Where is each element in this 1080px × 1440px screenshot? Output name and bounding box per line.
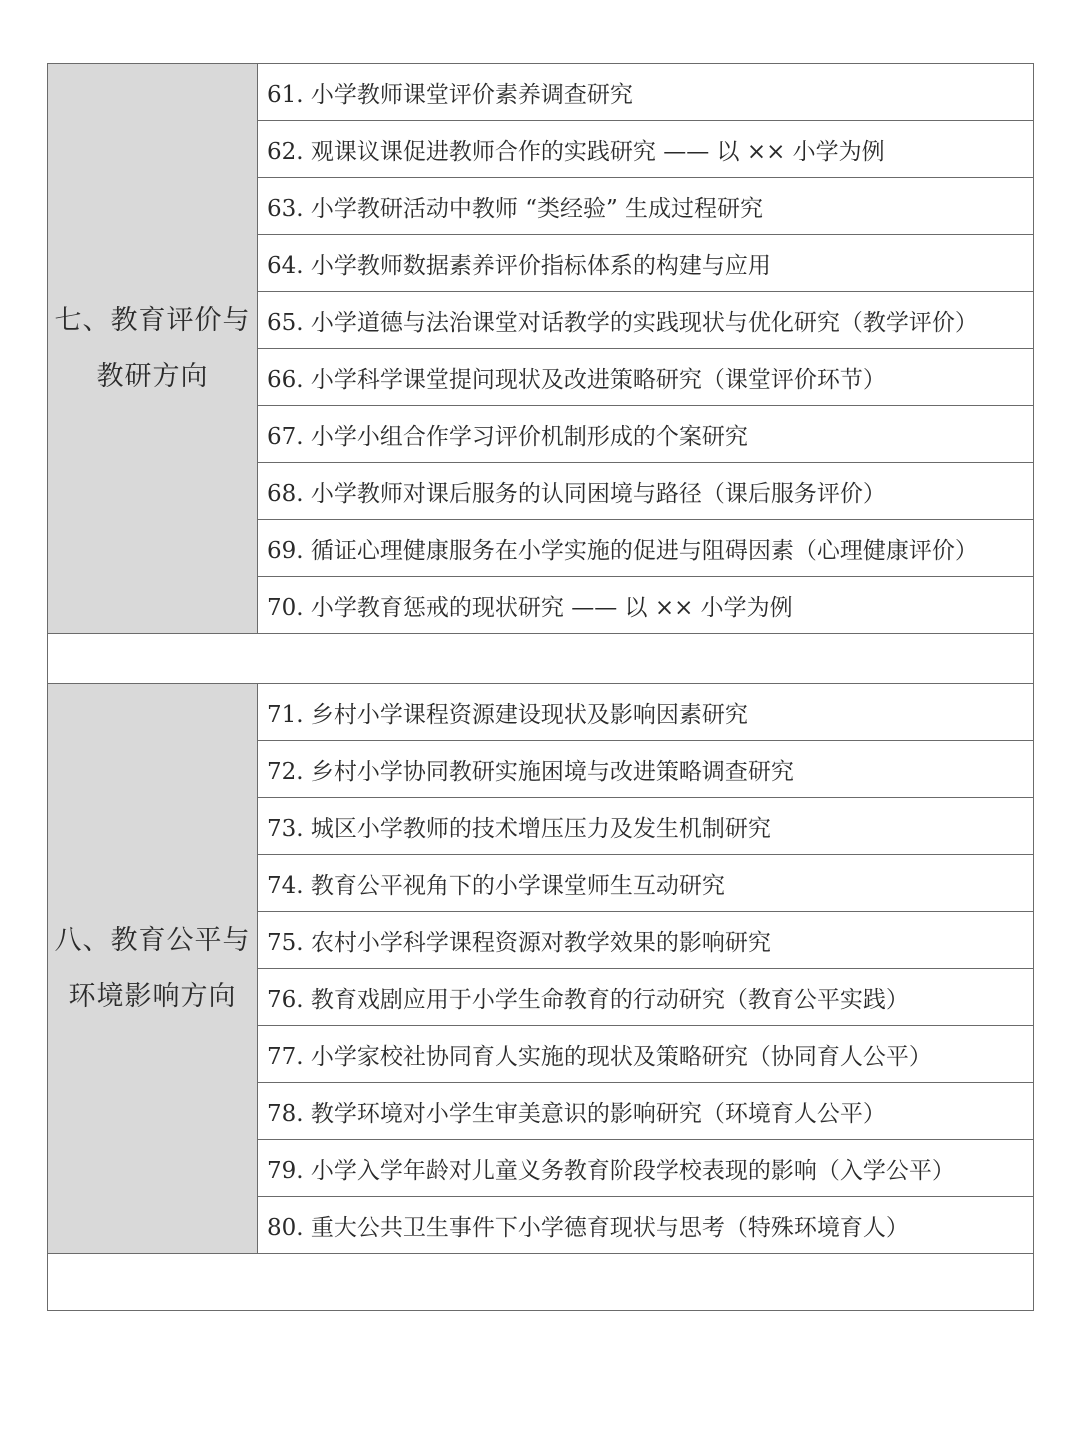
- topic-item: 64. 小学教师数据素养评价指标体系的构建与应用: [258, 235, 1034, 292]
- topic-item: 65. 小学道德与法治课堂对话教学的实践现状与优化研究（教学评价）: [258, 292, 1034, 349]
- topic-item: 69. 循证心理健康服务在小学实施的促进与阻碍因素（心理健康评价）: [258, 520, 1034, 577]
- topic-item: 73. 城区小学教师的技术增压压力及发生机制研究: [258, 798, 1034, 855]
- blank-row: [48, 634, 1034, 684]
- category-title-line2: 教研方向: [96, 360, 209, 392]
- topic-item: 72. 乡村小学协同教研实施困境与改进策略调查研究: [258, 741, 1034, 798]
- topic-item: 74. 教育公平视角下的小学课堂师生互动研究: [258, 855, 1034, 912]
- table-row: [48, 64, 1034, 121]
- topic-item: 75. 农村小学科学课程资源对教学效果的影响研究: [258, 912, 1034, 969]
- topic-item: 77. 小学家校社协同育人实施的现状及策略研究（协同育人公平）: [258, 1026, 1034, 1083]
- topic-item: 70. 小学教育惩戒的现状研究 —— 以 ×× 小学为例: [258, 577, 1034, 634]
- topic-item: 68. 小学教师对课后服务的认同困境与路径（课后服务评价）: [258, 463, 1034, 520]
- topic-item: 63. 小学教研活动中教师 “类经验” 生成过程研究: [258, 178, 1034, 235]
- category-title-line1: 七、教育评价与: [54, 304, 251, 336]
- topic-item: 66. 小学科学课堂提问现状及改进策略研究（课堂评价环节）: [258, 349, 1034, 406]
- blank-row: [48, 1254, 1034, 1311]
- category-title-line2: 环境影响方向: [68, 980, 237, 1012]
- topic-item: 67. 小学小组合作学习评价机制形成的个案研究: [258, 406, 1034, 463]
- topic-item: 79. 小学入学年龄对儿童义务教育阶段学校表现的影响（入学公平）: [258, 1140, 1034, 1197]
- category-title-line1: 八、教育公平与: [54, 924, 251, 956]
- category-cell-evaluation: [48, 64, 258, 634]
- blank-cell: [48, 634, 1034, 684]
- blank-cell: [48, 1254, 1034, 1311]
- topic-item: 62. 观课议课促进教师合作的实践研究 —— 以 ×× 小学为例: [258, 121, 1034, 178]
- table-row: [48, 684, 1034, 741]
- topic-item: 71. 乡村小学课程资源建设现状及影响因素研究: [258, 684, 1034, 741]
- category-cell-equity: [48, 684, 258, 1254]
- topic-item: 61. 小学教师课堂评价素养调查研究: [258, 64, 1034, 121]
- topic-item: 78. 教学环境对小学生审美意识的影响研究（环境育人公平）: [258, 1083, 1034, 1140]
- topic-table: [47, 63, 1034, 1311]
- topic-item: 76. 教育戏剧应用于小学生命教育的行动研究（教育公平实践）: [258, 969, 1034, 1026]
- topic-item: 80. 重大公共卫生事件下小学德育现状与思考（特殊环境育人）: [258, 1197, 1034, 1254]
